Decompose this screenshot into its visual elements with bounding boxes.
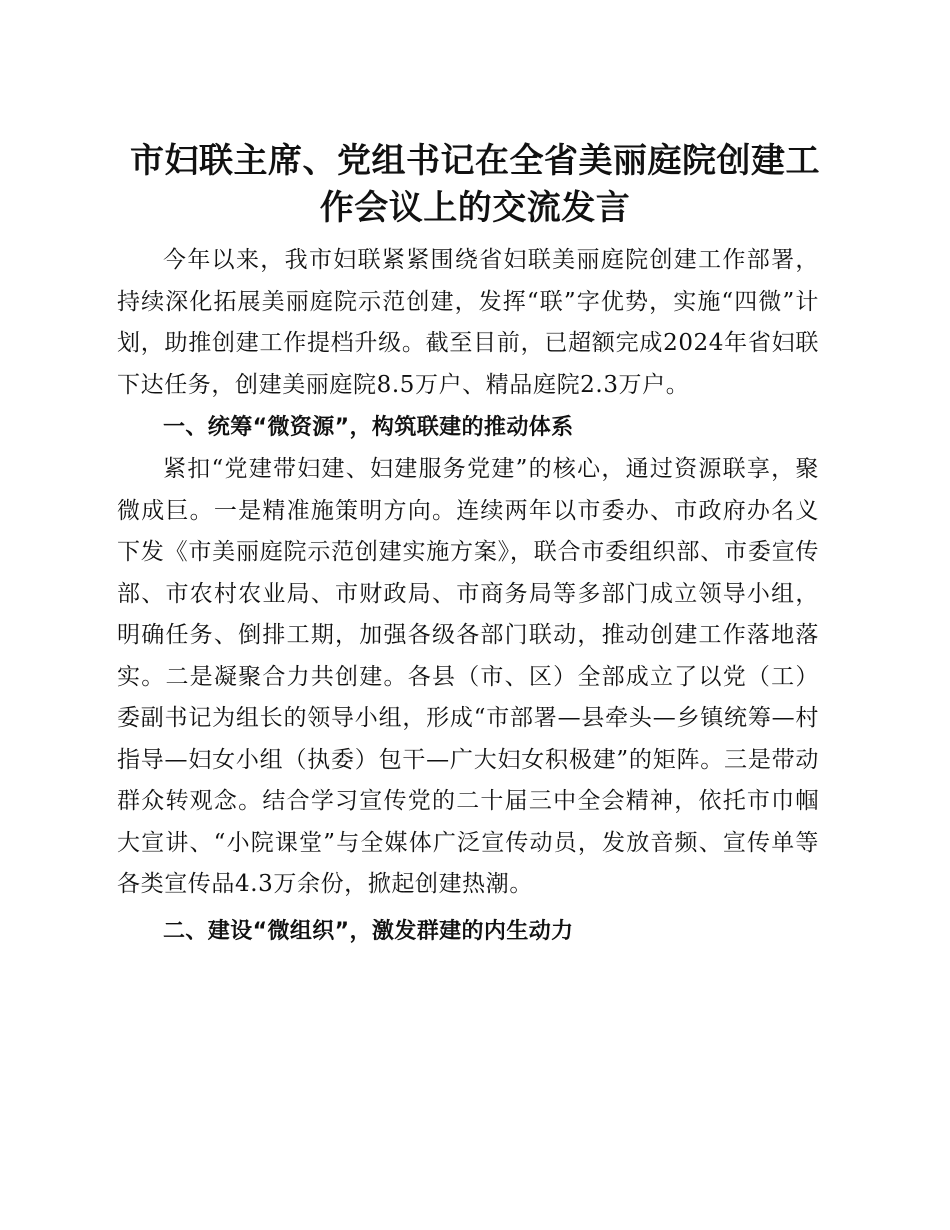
title-line-2: 作会议上的交流发言 <box>319 188 631 228</box>
section-1-paragraph: 紧扣“党建带妇建、妇建服务党建”的核心，通过资源联享，聚微成巨。一是精准施策明方向。连续两年以市委办、市政府办名义下发《市美丽庭院示范创建实施方案》，联合市委组织部、市委宣传部、市农村农业局、市财政局、市商务局等多部门成立领导小组，明确任务、倒排工期，加强各级各部门联动，推动创建工作落地落实。二是凝聚合力共创建。各县（市、区）全部成立了以党（工）委副书记为组长的领导小组，形成“市部署—县牵头—乡镇统筹—村指导—妇女小组（执委）包干—广大妇女积极建”的矩阵。三是带动群众转观念。结合学习宣传党的二十届三中全会精神，依托市巾帼大宣讲、“小院课堂”与全媒体广泛宣传动员，发放音频、宣传单等各类宣传品4.3万余份，掀起创建热潮。 <box>117 456 819 897</box>
title-line-1: 市妇联主席、党组书记在全省美丽庭院创建工 <box>130 141 820 181</box>
document-body <box>117 240 819 953</box>
section-1-heading: 一、统筹“微资源”，构筑联建的推动体系 <box>163 415 574 440</box>
intro-paragraph: 今年以来，我市妇联紧紧围绕省妇联美丽庭院创建工作部署，持续深化拓展美丽庭院示范创建，发挥“联”字优势，实施“四微”计划，助推创建工作提档升级。截至目前，已超额完成2024年省妇联下达任务，创建美丽庭院8.5万户、精品庭院2.3万户。 <box>117 247 819 398</box>
section-2-heading: 二、建设“微组织”，激发群建的内生动力 <box>163 918 574 944</box>
document-title <box>110 138 840 232</box>
